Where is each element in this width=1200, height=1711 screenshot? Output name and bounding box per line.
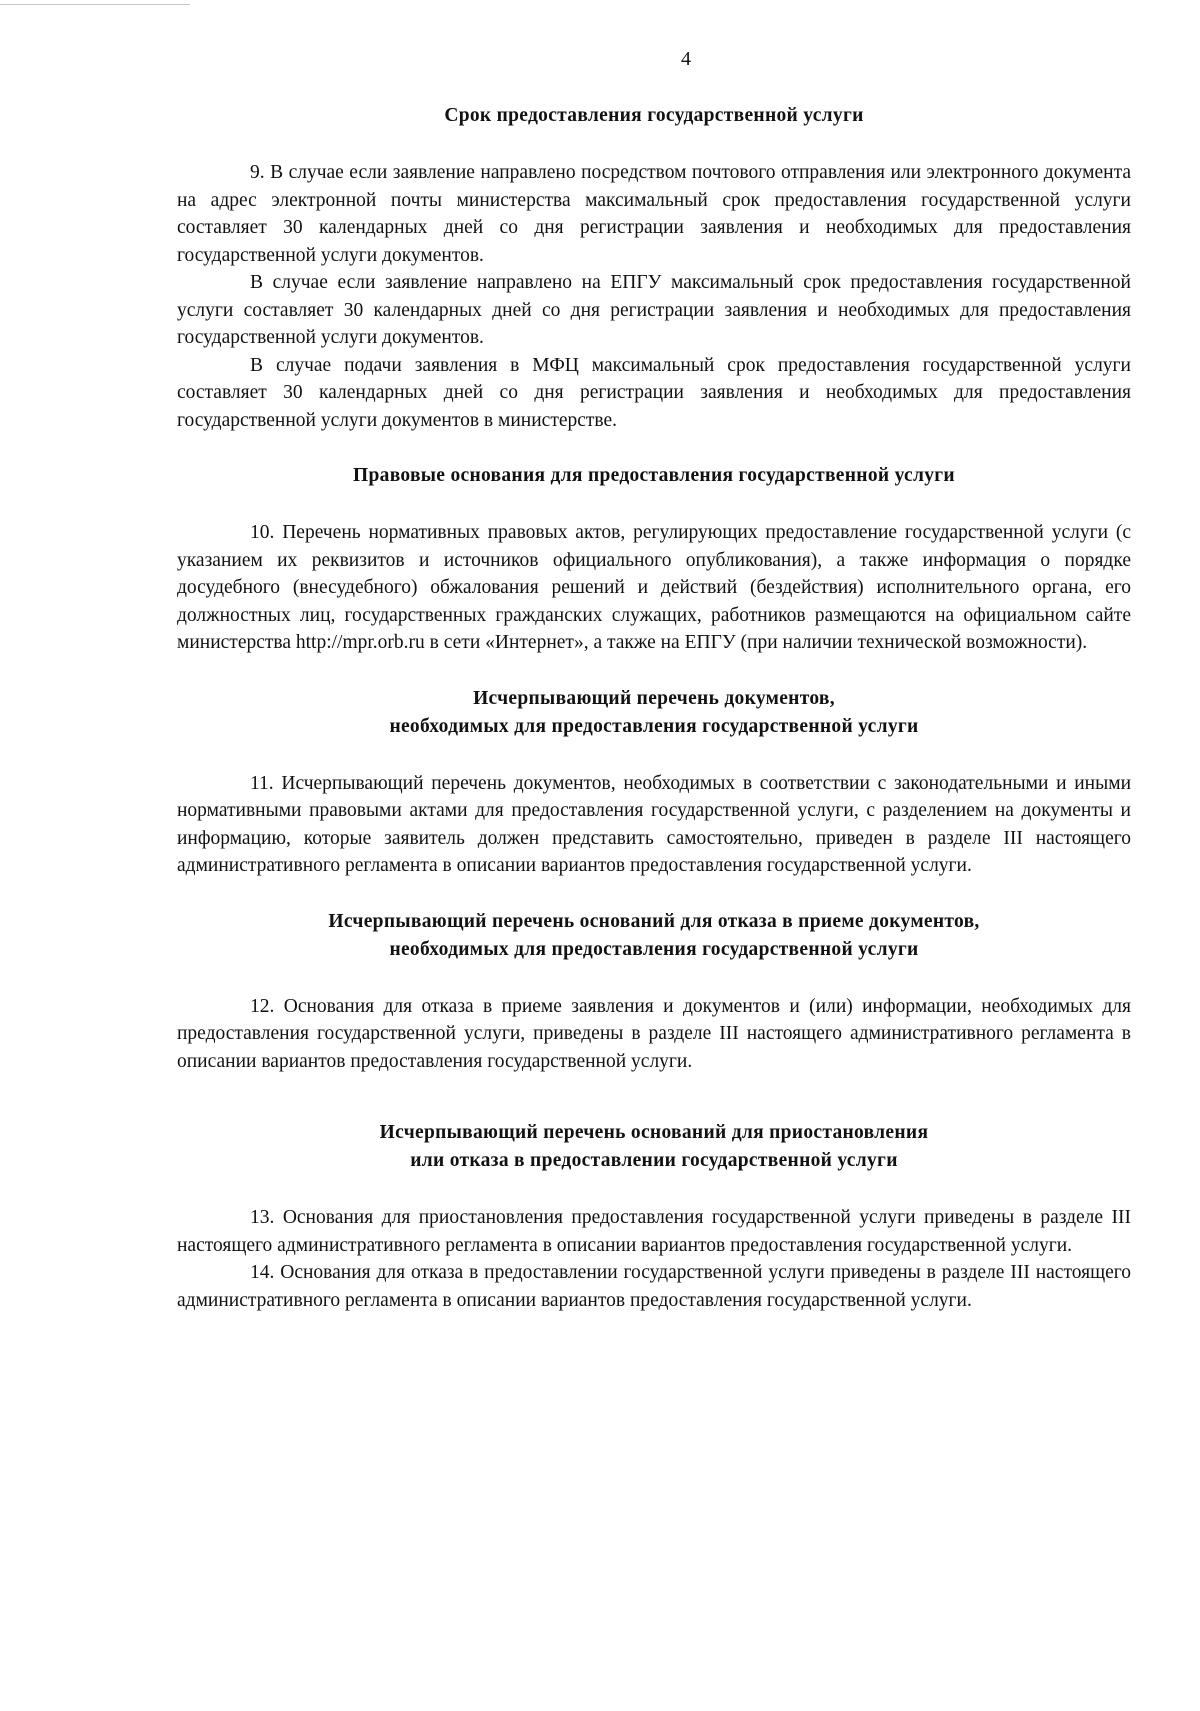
scan-edge-line	[0, 4, 190, 5]
section-heading-term: Срок предоставления государственной услуги	[444, 105, 864, 126]
paragraph-14: 14. Основания для отказа в предоставлении государственной услуги приведены в разделе III настоящего административного регламента в описании вариантов предоставления государственной услуги.	[177, 1262, 1131, 1311]
page-number: 4	[681, 48, 691, 70]
paragraph-12: 12. Основания для отказа в приеме заявления и документов и (или) информации, необходимых для предоставления государственной услуги, приведены в разделе III настоящего административного регламента в описании вариантов предоставления государственной услуги.	[177, 995, 1131, 1072]
section-heading-refusal-acceptance-line2: необходимых для предоставления государственной услуги	[389, 938, 919, 960]
section-heading-documents-line1: Исчерпывающий перечень документов,	[473, 687, 835, 709]
section-heading-suspension-line2: или отказа в предоставлении государственной услуги	[410, 1150, 898, 1171]
paragraph-13: 13. Основания для приостановления предоставления государственной услуги приведены в разделе III настоящего административного регламента в описании вариантов предоставления государственной услуги.	[177, 1207, 1131, 1256]
section-heading-suspension-line1: Исчерпывающий перечень оснований для приостановления	[379, 1122, 929, 1143]
paragraph-9-epgu: В случае если заявление направлено на ЕПГУ максимальный срок предоставления государственной услуги составляет 30 календарных дней со дня регистрации заявления и необходимых для предоставления государственной услуги документов.	[177, 272, 1131, 348]
section-heading-refusal-acceptance-line1: Исчерпывающий перечень оснований для отказа в приеме документов,	[328, 910, 980, 932]
paragraph-9: 9. В случае если заявление направлено посредством почтового отправления или электронного документа на адрес электронной почты министерства максимальный срок предоставления государственной услуги составляет 30 календарных дней со дня регистрации заявления и необходимых для предоставления государственной услуги документов.	[177, 162, 1131, 266]
paragraph-10: 10. Перечень нормативных правовых актов, регулирующих предоставление государственной услуги (с указанием их реквизитов и источников официального опубликования), а также информация о порядке досудебного (внесудебного) обжалования решений и действий (бездействия) исполнительного органа, его должностных лиц, государственных гражданских служащих, работников размещаются на официальном сайте министерства http://mpr.orb.ru в сети «Интернет», а также на ЕПГУ (при наличии технической возможности).	[177, 522, 1131, 653]
document-body	[177, 102, 1131, 1314]
section-heading-legal-basis: Правовые основания для предоставления государственной услуги	[353, 465, 955, 486]
paragraph-9-mfc: В случае подачи заявления в МФЦ максимальный срок предоставления государственной услуги составляет 30 календарных дней со дня регистрации заявления и необходимых для предоставления государственной услуги документов в министерстве.	[177, 354, 1131, 431]
paragraph-11: 11. Исчерпывающий перечень документов, необходимых в соответствии с законодательными и иными нормативными правовыми актами для предоставления государственной услуги, с разделением на документы и информацию, которые заявитель должен представить самостоятельно, приведен в разделе III настоящего административного регламента в описании вариантов предоставления государственной услуги.	[177, 772, 1131, 876]
section-heading-documents-line2: необходимых для предоставления государственной услуги	[389, 715, 919, 737]
